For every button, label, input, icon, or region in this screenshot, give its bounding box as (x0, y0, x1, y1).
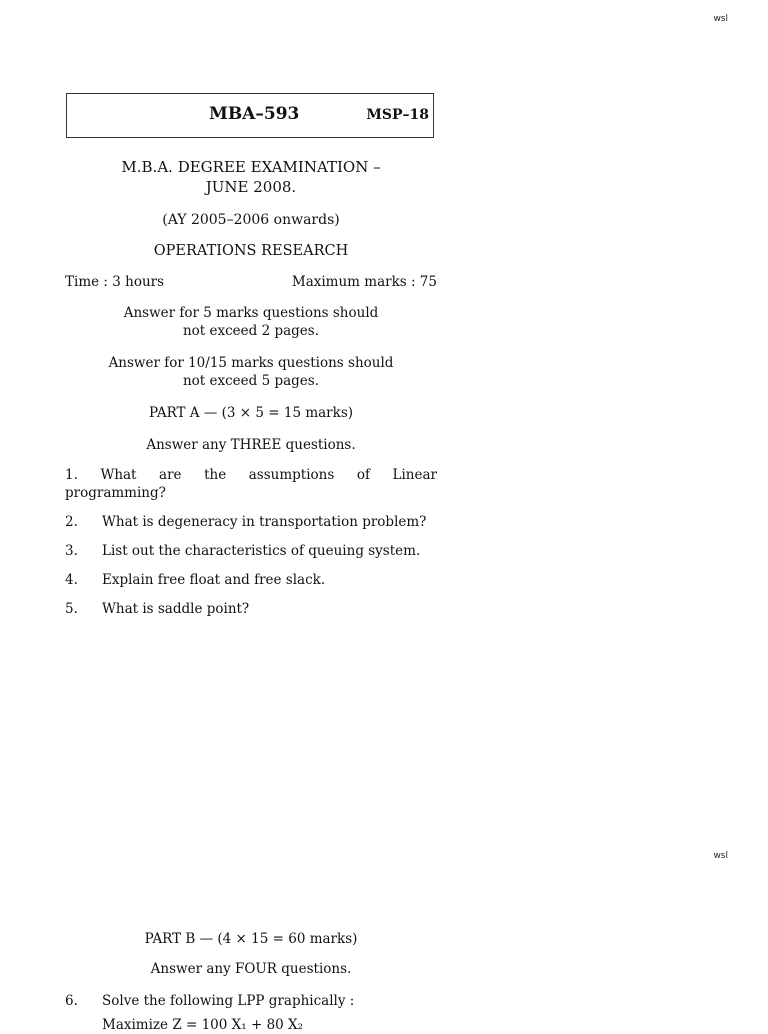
time-duration: Time : 3 hours (65, 274, 165, 290)
question-1-line1 (65, 466, 437, 484)
instruction-1-line2: not exceed 2 pages. (182, 323, 320, 339)
part-b-instruction: Answer any FOUR questions. (150, 961, 352, 977)
instruction-2-line2: not exceed 5 pages. (182, 373, 320, 389)
question-text-partial: Maximize Z = 100 X₁ + 80 X₂ (102, 1017, 304, 1033)
q1-word: assumptions (248, 467, 335, 483)
question-number: 3. (65, 543, 78, 559)
instruction-2-line1: Answer for 10/15 marks questions should (108, 355, 394, 371)
exam-title (65, 157, 437, 197)
q1-word: of (356, 467, 370, 483)
question-number: 4. (65, 572, 78, 588)
instruction-5-marks (65, 304, 437, 340)
q1-word: Linear (392, 467, 437, 483)
page-marker-mid: wsl (713, 851, 728, 861)
question-1-line2: programming? (65, 485, 166, 501)
question-text: What is saddle point? (102, 601, 250, 617)
question-number: 6. (65, 993, 78, 1009)
question-number: 2. (65, 514, 78, 530)
paper-code: MBA–593 (209, 104, 300, 124)
question-text: What is degeneracy in transportation problem? (102, 514, 427, 530)
part-a-heading: PART A — (3 × 5 = 15 marks) (148, 405, 354, 421)
page-marker-top: wsl (713, 14, 728, 24)
question-text: Solve the following LPP graphically : (102, 993, 355, 1009)
part-b-heading: PART B — (4 × 15 = 60 marks) (144, 931, 358, 947)
msp-code: MSP–18 (366, 107, 429, 123)
academic-year: (AY 2005–2006 onwards) (162, 212, 340, 228)
q1-word: What (100, 467, 137, 483)
maximum-marks: Maximum marks : 75 (291, 274, 437, 290)
subject-title: OPERATIONS RESEARCH (153, 243, 349, 259)
paper-code-box (66, 93, 434, 138)
part-a-instruction: Answer any THREE questions. (146, 437, 356, 453)
question-text: Explain free float and free slack. (102, 572, 326, 588)
exam-title-line1: M.B.A. DEGREE EXAMINATION – (121, 158, 381, 176)
q1-word: 1. (65, 467, 78, 483)
q1-word: the (204, 467, 227, 483)
instruction-10-15-marks (65, 354, 437, 390)
instruction-1-line1: Answer for 5 marks questions should (123, 305, 379, 321)
question-number: 5. (65, 601, 78, 617)
question-text: List out the characteristics of queuing system. (102, 543, 421, 559)
exam-title-line2: JUNE 2008. (205, 178, 297, 196)
q1-word: are (159, 467, 182, 483)
